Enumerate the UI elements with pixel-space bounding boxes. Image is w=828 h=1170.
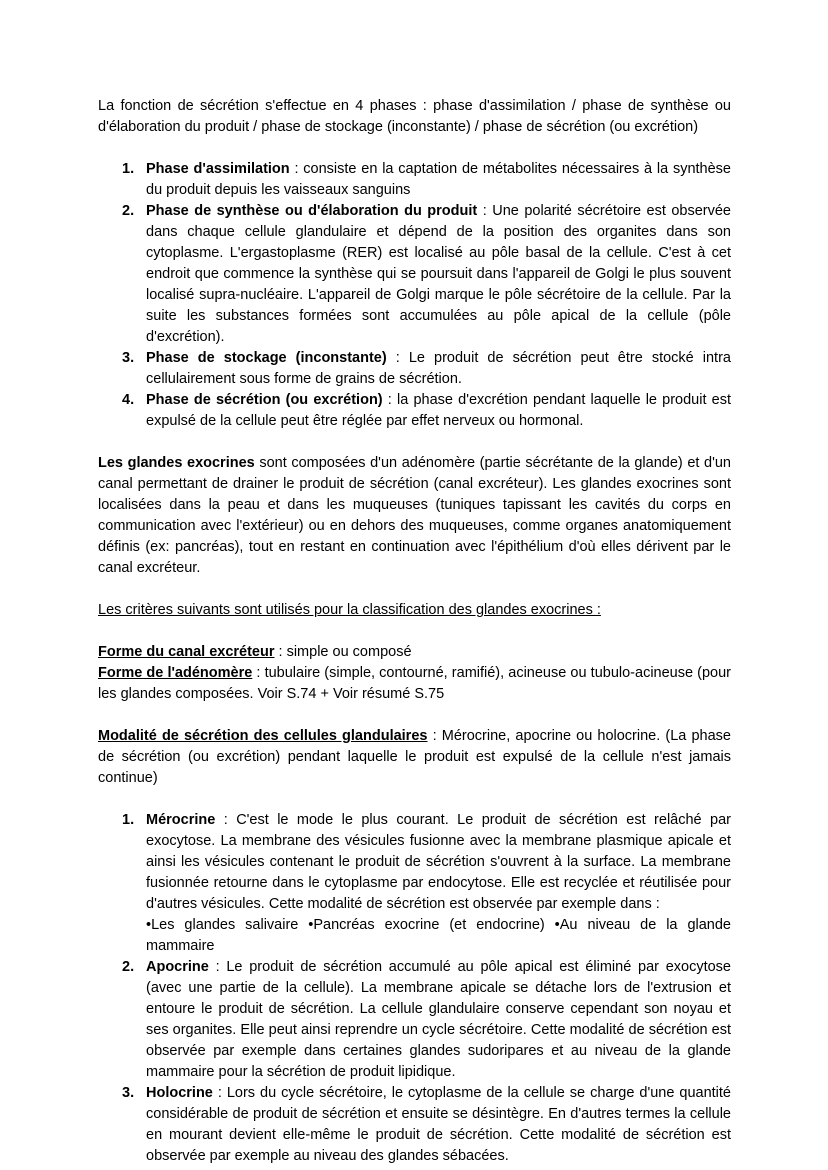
item-desc: : consiste en la captation de métabolites nécessaires à la synthèse du produit depuis les vaisseaux sanguins <box>146 161 731 198</box>
item-bullets: •Les glandes salivaire •Pancréas exocrine (et endocrine) •Au niveau de la glande mammaire <box>146 917 731 954</box>
item-text <box>146 390 731 432</box>
adenomere-form-text: : tubulaire (simple, contourné, ramifié), acineuse ou tubulo-acineuse (pour les glandes composées. Voir S.74 + Voir résumé S.75 <box>98 665 732 702</box>
modalite-paragraph <box>98 726 731 789</box>
phase-item-2 <box>98 201 731 348</box>
item-title: Mérocrine <box>146 812 216 828</box>
item-text <box>146 1083 731 1167</box>
intro-paragraph: La fonction de sécrétion s'effectue en 4 phases : phase d'assimilation / phase de synthèse ou d'élaboration du produit / phase de stockage (inconstante) / phase de sécrétion (ou excrétion) <box>98 98 731 135</box>
item-title: Phase de sécrétion (ou excrétion) <box>146 392 383 408</box>
classification-criteria-block <box>98 642 731 705</box>
item-text <box>146 810 731 957</box>
item-number: 3. <box>122 1085 135 1101</box>
phase-item-1 <box>98 159 731 201</box>
item-number: 3. <box>122 350 135 366</box>
modalite-text: : Mérocrine, apocrine ou holocrine. (La phase de sécrétion (ou excrétion) pendant laquelle le produit est expulsé de la cellule n'est jamais continue) <box>98 728 731 786</box>
adenomere-form-line <box>98 663 731 705</box>
exocrine-glands-paragraph <box>98 453 731 579</box>
criteria-heading-text: Les critères suivants sont utilisés pour la classification des glandes exocrines : <box>98 602 601 618</box>
secretion-modes-list <box>98 810 731 1167</box>
item-text <box>146 348 731 390</box>
item-number: 4. <box>122 392 135 408</box>
item-number: 2. <box>122 959 135 975</box>
item-title: Holocrine <box>146 1085 213 1101</box>
criteria-heading <box>98 600 731 621</box>
item-title: Phase de synthèse ou d'élaboration du produit <box>146 203 478 219</box>
canal-form-text: : simple ou composé <box>274 644 412 660</box>
item-number: 1. <box>122 161 135 177</box>
mode-item-3 <box>98 1083 731 1167</box>
item-desc: : C'est le mode le plus courant. Le produit de sécrétion est relâché par exocytose. La membrane des vésicules fusionne avec la membrane plasmique apicale et ainsi les vésicules contenant le produit de sécrétion s'ouvrent à la surface. La membrane fusionnée retourne dans le cytoplasme par endocytose. Elle est recyclée et réutilisée pour d'autres vésicules. Cette modalité de sécrétion est observée par exemple dans : <box>146 812 731 912</box>
phase-item-4 <box>98 390 731 432</box>
item-title: Phase de stockage (inconstante) <box>146 350 387 366</box>
item-text <box>146 957 731 1083</box>
phase-item-3 <box>98 348 731 390</box>
item-text <box>146 201 731 348</box>
paragraph-lead: Les glandes exocrines <box>98 455 255 471</box>
item-desc: : Lors du cycle sécrétoire, le cytoplasme de la cellule se charge d'une quantité considérable de produit de sécrétion et ensuite se désintègre. En d'autres termes la cellule en mourant devient elle-même le produit de sécrétion. Cette modalité de sécrétion est observée par exemple au niveau des glandes sébacées. <box>146 1085 731 1164</box>
item-number: 2. <box>122 203 135 219</box>
item-desc: : la phase d'excrétion pendant laquelle le produit est expulsé de la cellule peut être réglée par effet nerveux ou hormonal. <box>146 392 732 429</box>
item-desc: : Le produit de sécrétion accumulé au pôle apical est éliminé par exocytose (avec une partie de la cellule). La membrane apicale se détache lors de l'extrusion et entoure le produit de sécrétion. La cellule glandulaire conserve cependant son noyau et ses organites. Elle peut ainsi reprendre un cycle sécrétoire. Cette modalité de sécrétion est observée par exemple dans certaines glandes sudoripares et au niveau de la glande mammaire pour la sécrétion de produit lipidique. <box>146 959 731 1080</box>
canal-form-line <box>98 642 731 663</box>
item-title: Phase d'assimilation <box>146 161 290 177</box>
paragraph-text: sont composées d'un adénomère (partie sécrétante de la glande) et d'un canal permettant de drainer le produit de sécrétion (canal excréteur). Les glandes exocrines sont localisées dans la peau et dans les muqueuses (tuniques tapissant les cavités du corps en communication avec l'extérieur) ou en dehors des muqueuses, comme organes anatomiquement définis (ex: pancréas), tout en restant en continuation avec l'épithélium d'où elles dérivent par le canal excréteur. <box>98 455 731 576</box>
mode-item-1 <box>98 810 731 957</box>
item-desc: : Le produit de sécrétion peut être stocké intra cellulairement sous forme de grains de sécrétion. <box>146 350 731 387</box>
mode-item-2 <box>98 957 731 1083</box>
canal-form-label: Forme du canal excréteur <box>98 644 275 660</box>
adenomere-form-label: Forme de l'adénomère <box>98 665 253 681</box>
secretion-phases-list <box>98 159 731 432</box>
modalite-label: Modalité de sécrétion des cellules glandulaires <box>98 728 428 744</box>
item-number: 1. <box>122 812 135 828</box>
item-desc: : Une polarité sécrétoire est observée dans chaque cellule glandulaire et dépend de la position des organites dans son cytoplasme. L'ergastoplasme (RER) est localisé au pôle basal de la cellule. C'est à cet endroit que commence la synthèse qui se poursuit dans l'appareil de Golgi le plus souvent localisé supra-nucléaire. L'appareil de Golgi marque le pôle sécrétoire de la cellule. Par la suite les substances formées sont accumulées au pôle apical de la cellule (pôle d'excrétion). <box>146 203 731 345</box>
item-title: Apocrine <box>146 959 209 975</box>
item-text <box>146 159 731 201</box>
